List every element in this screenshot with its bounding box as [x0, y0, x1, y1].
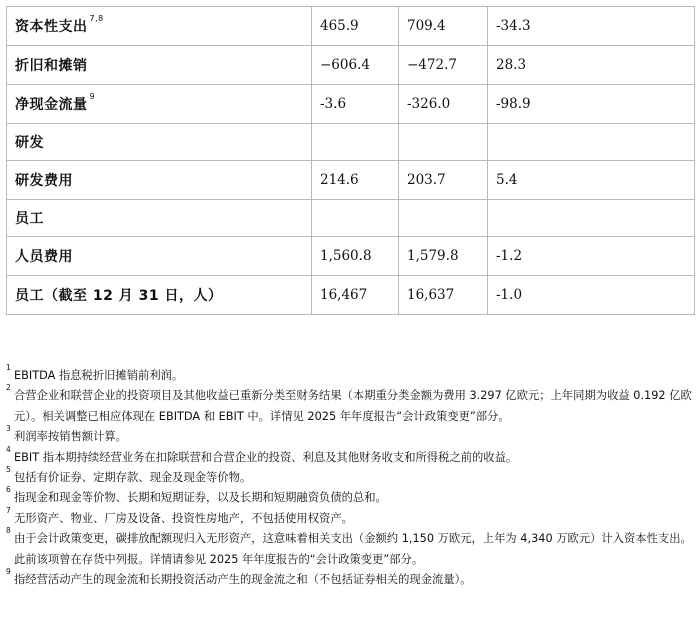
- row-label: [7, 46, 312, 85]
- footnote: [6, 567, 694, 590]
- footnote-number: 5: [6, 465, 11, 475]
- footnote-text: 由于会计政策变更，碳排放配额现归入无形资产，这意味着相关支出（金额约 1,150 万欧元，上年为 4,340 万欧元）计入资本性支出。此前该项曾在存货中列报。详情请参见 2025 年年度报告的“会计政策变更”部分。: [14, 532, 692, 566]
- footnote: [6, 526, 694, 570]
- row-label-text: 研发费用: [15, 173, 73, 189]
- footnote-number: 9: [6, 567, 11, 577]
- value-cell: 16,467: [312, 276, 399, 315]
- row-label-text: 员工: [15, 211, 44, 227]
- table-row: [7, 85, 695, 124]
- section-row: [7, 200, 695, 237]
- footnote: [6, 444, 694, 468]
- value-cell: [488, 124, 695, 161]
- row-label-text: 员工（截至 12 月 31 日，人）: [15, 288, 223, 304]
- value-cell: 214.6: [312, 161, 399, 200]
- footnote-text: 指现金和现金等价物、长期和短期证券，以及长期和短期融资负债的总和。: [14, 491, 387, 505]
- value-cell: 5.4: [488, 161, 695, 200]
- row-label-text: 研发: [15, 135, 44, 151]
- value-cell: [488, 200, 695, 237]
- footnote: [6, 363, 694, 386]
- footnote-ref: 7,8: [89, 14, 104, 23]
- value-cell: -98.9: [488, 85, 695, 124]
- footnotes: [6, 363, 694, 590]
- footnote: [6, 383, 694, 427]
- row-label: [7, 161, 312, 200]
- row-label-text: 折旧和摊销: [15, 58, 88, 74]
- value-cell: -1.0: [488, 276, 695, 315]
- value-cell: [399, 200, 488, 237]
- value-cell: [312, 124, 399, 161]
- footnote-number: 1: [6, 363, 11, 372]
- value-cell: 709.4: [399, 7, 488, 46]
- table-row: [7, 161, 695, 200]
- value-cell: 1,579.8: [399, 237, 488, 276]
- value-cell: 1,560.8: [312, 237, 399, 276]
- row-label-text: 资本性支出: [15, 19, 88, 35]
- footnote-number: 3: [6, 424, 11, 434]
- value-cell: -3.6: [312, 85, 399, 124]
- row-label: [7, 124, 312, 161]
- footnote-text: 指经营活动产生的现金流和长期投资活动产生的现金流之和（不包括证券相关的现金流量）。: [14, 573, 472, 587]
- footnote-number: 2: [6, 383, 11, 393]
- footnote: [6, 424, 694, 447]
- financial-table: [6, 6, 695, 315]
- footnote: [6, 465, 694, 488]
- table-row: [7, 276, 695, 315]
- row-label: [7, 7, 312, 46]
- value-cell: -326.0: [399, 85, 488, 124]
- footnote-number: 7: [6, 505, 11, 515]
- footnote-text: EBITDA 指息税折旧摊销前利润。: [14, 369, 184, 382]
- value-cell: -1.2: [488, 237, 695, 276]
- section-row: [7, 124, 695, 161]
- footnote-ref: 9: [89, 92, 96, 101]
- value-cell: 28.3: [488, 46, 695, 85]
- value-cell: [312, 200, 399, 237]
- footnote-text: 合营企业和联营企业的投资项目及其他收益已重新分类至财务结果（本期重分类金额为费用 3.297 亿欧元；上年同期为收益 0.192 亿欧元）。相关调整已相应体现在 EBITDA 和 EBIT 中。详情见 2025 年年度报告“会计政策变更”部分。: [14, 389, 692, 423]
- footnote-text: 无形资产、物业、厂房及设备、投资性房地产，不包括使用权资产。: [14, 511, 353, 525]
- footnote: [6, 505, 694, 529]
- footnote-number: 8: [6, 526, 11, 536]
- footnote-text: 包括有价证券、定期存款、现金及现金等价物。: [14, 471, 252, 485]
- row-label: [7, 237, 312, 276]
- row-label-text: 人员费用: [15, 249, 73, 265]
- footnote-number: 6: [6, 485, 11, 495]
- footnote: [6, 485, 694, 508]
- footnote-text: 利润率按销售额计算。: [14, 430, 127, 444]
- value-cell: 16,637: [399, 276, 488, 315]
- value-cell: [399, 124, 488, 161]
- value-cell: -34.3: [488, 7, 695, 46]
- row-label: [7, 85, 312, 124]
- value-cell: −472.7: [399, 46, 488, 85]
- footnote-text: EBIT 指本期持续经营业务在扣除联营和合营企业的投资、利息及其他财务收支和所得税之前的收益。: [14, 450, 518, 464]
- table-row: [7, 7, 695, 46]
- table-row: [7, 237, 695, 276]
- row-label: [7, 200, 312, 237]
- table-row: [7, 46, 695, 85]
- value-cell: −606.4: [312, 46, 399, 85]
- value-cell: 465.9: [312, 7, 399, 46]
- footnote-number: 4: [6, 444, 11, 454]
- value-cell: 203.7: [399, 161, 488, 200]
- row-label: [7, 276, 312, 315]
- row-label-text: 净现金流量: [15, 97, 88, 113]
